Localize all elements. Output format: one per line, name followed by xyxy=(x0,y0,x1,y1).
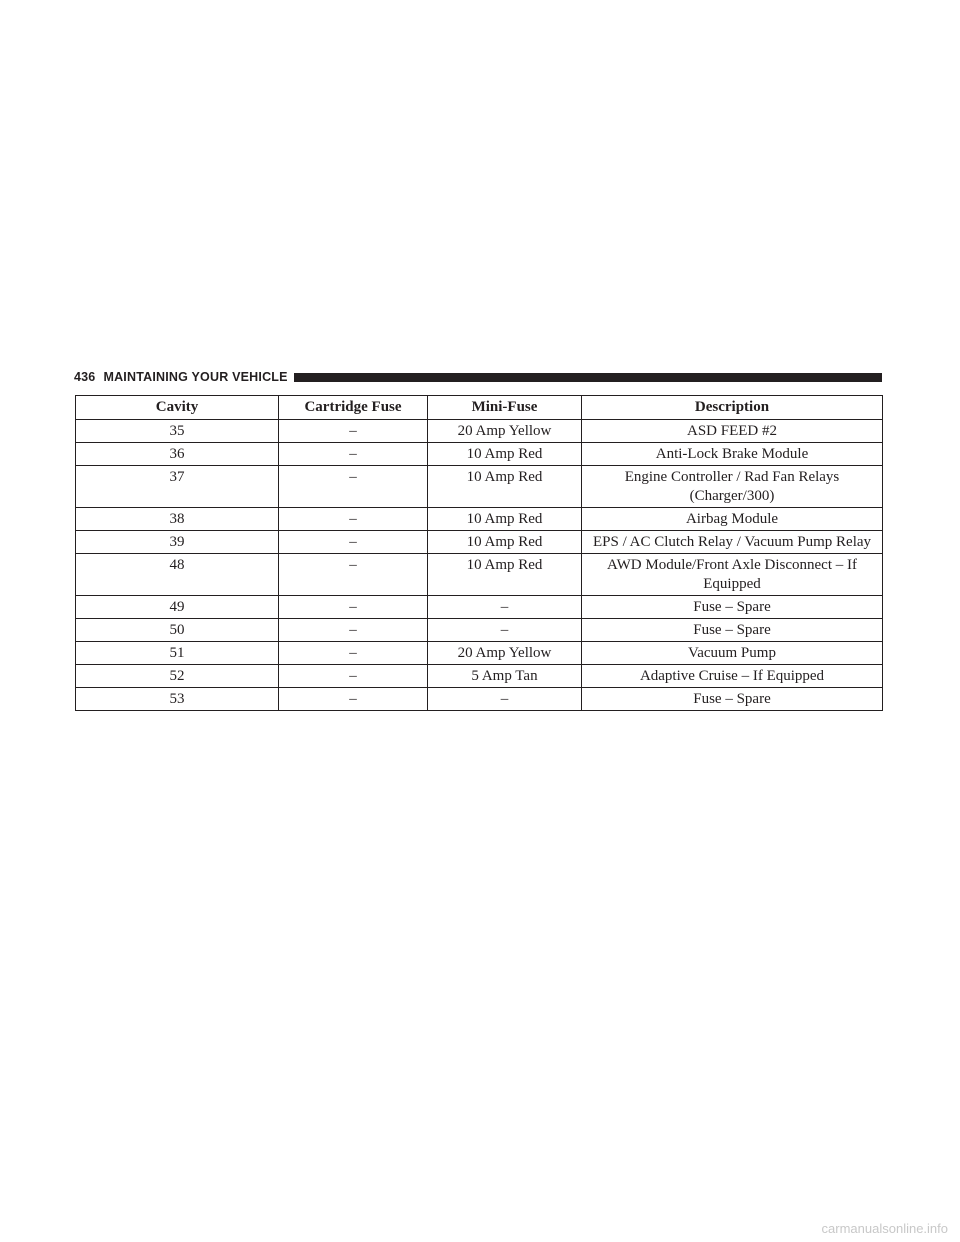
description-cell: ASD FEED #2 xyxy=(582,420,883,443)
table-row xyxy=(76,466,883,508)
cartridge-fuse-cell: – xyxy=(279,420,428,443)
fuse-table xyxy=(75,395,883,711)
mini-fuse-cell: – xyxy=(428,619,582,642)
mini-fuse-cell: 10 Amp Red xyxy=(428,443,582,466)
description-cell: EPS / AC Clutch Relay / Vacuum Pump Relay xyxy=(582,531,883,554)
cavity-cell: 36 xyxy=(76,443,279,466)
table-row xyxy=(76,688,883,711)
description-cell: Engine Controller / Rad Fan Relays (Charger/300) xyxy=(582,466,883,508)
page-header xyxy=(74,367,882,387)
description-cell: Fuse – Spare xyxy=(582,596,883,619)
description-cell: Fuse – Spare xyxy=(582,688,883,711)
cavity-cell: 52 xyxy=(76,665,279,688)
description-cell: Fuse – Spare xyxy=(582,619,883,642)
cartridge-fuse-cell: – xyxy=(279,508,428,531)
table-row xyxy=(76,443,883,466)
table-row xyxy=(76,531,883,554)
mini-fuse-cell: 10 Amp Red xyxy=(428,531,582,554)
cavity-cell: 51 xyxy=(76,642,279,665)
cartridge-fuse-cell: – xyxy=(279,443,428,466)
column-header-description: Description xyxy=(582,396,883,420)
cartridge-fuse-cell: – xyxy=(279,619,428,642)
header-rule xyxy=(294,373,882,382)
column-header-cartridge-fuse: Cartridge Fuse xyxy=(279,396,428,420)
cartridge-fuse-cell: – xyxy=(279,596,428,619)
cavity-cell: 38 xyxy=(76,508,279,531)
description-cell: Vacuum Pump xyxy=(582,642,883,665)
cartridge-fuse-cell: – xyxy=(279,642,428,665)
description-cell: Adaptive Cruise – If Equipped xyxy=(582,665,883,688)
column-header-mini-fuse: Mini-Fuse xyxy=(428,396,582,420)
cartridge-fuse-cell: – xyxy=(279,554,428,596)
cavity-cell: 35 xyxy=(76,420,279,443)
cartridge-fuse-cell: – xyxy=(279,531,428,554)
cavity-cell: 53 xyxy=(76,688,279,711)
cavity-cell: 49 xyxy=(76,596,279,619)
description-cell: AWD Module/Front Axle Disconnect – If Equipped xyxy=(582,554,883,596)
cavity-cell: 37 xyxy=(76,466,279,508)
mini-fuse-cell: 5 Amp Tan xyxy=(428,665,582,688)
mini-fuse-cell: – xyxy=(428,596,582,619)
table-row xyxy=(76,642,883,665)
table-row xyxy=(76,665,883,688)
description-cell: Anti-Lock Brake Module xyxy=(582,443,883,466)
mini-fuse-cell: 10 Amp Red xyxy=(428,508,582,531)
table-row xyxy=(76,508,883,531)
cartridge-fuse-cell: – xyxy=(279,466,428,508)
table-header-row xyxy=(76,396,883,420)
table-row xyxy=(76,619,883,642)
cartridge-fuse-cell: – xyxy=(279,688,428,711)
cavity-cell: 39 xyxy=(76,531,279,554)
watermark-text: carmanualsonline.info xyxy=(821,1221,948,1236)
mini-fuse-cell: 10 Amp Red xyxy=(428,554,582,596)
table-row xyxy=(76,420,883,443)
section-title: MAINTAINING YOUR VEHICLE xyxy=(103,370,288,384)
table-row xyxy=(76,554,883,596)
page-number: 436 xyxy=(74,370,96,384)
mini-fuse-cell: – xyxy=(428,688,582,711)
cavity-cell: 48 xyxy=(76,554,279,596)
mini-fuse-cell: 10 Amp Red xyxy=(428,466,582,508)
cavity-cell: 50 xyxy=(76,619,279,642)
mini-fuse-cell: 20 Amp Yellow xyxy=(428,420,582,443)
cartridge-fuse-cell: – xyxy=(279,665,428,688)
mini-fuse-cell: 20 Amp Yellow xyxy=(428,642,582,665)
table-row xyxy=(76,596,883,619)
column-header-cavity: Cavity xyxy=(76,396,279,420)
description-cell: Airbag Module xyxy=(582,508,883,531)
